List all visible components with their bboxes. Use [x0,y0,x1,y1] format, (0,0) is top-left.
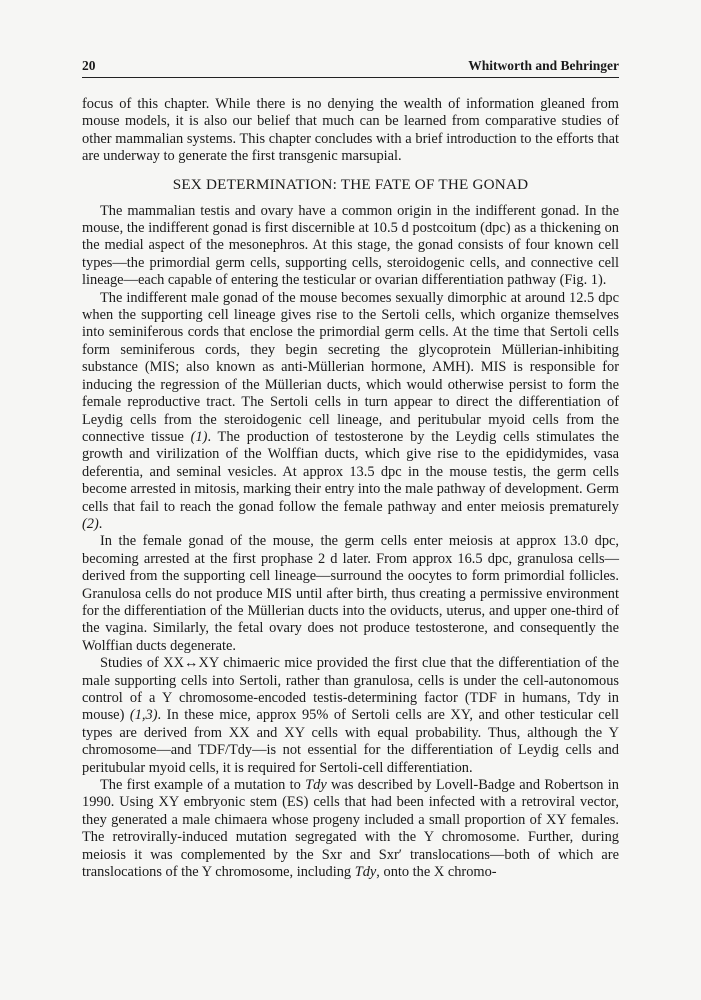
paragraph-chimaeric-mice [82,655,619,777]
paragraph-female-gonad: In the female gonad of the mouse, the germ cells enter meiosis at approx 13.0 dpc, becoming arrested at the first prophase 2 d later. From approx 16.5 dpc, granulosa cells—derived from the supporting cell lineage—surround the oocytes to form primordial follicles. Granulosa cells do not produce MIS until after birth, thus creating a permissive environment for the differentiation of the Müllerian ducts into the oviducts, uterus, and upper one-third of the vagina. Similarly, the fetal ovary does not produce testosterone, and consequently the Wolffian ducts degenerate. [82,533,619,654]
paragraph-indifferent-gonad: The mammalian testis and ovary have a common origin in the indifferent gonad. In the mouse, the indifferent gonad is first discernible at 10.5 d postcoitum (dpc) as a thickening on the medial aspect of the mesonephros. At this stage, the gonad consists of four known cell types—the primordial germ cells, supporting cells, steroidogenic cells, and connective cell lineage—each capable of entering the testicular or ovarian differentiation pathway (Fig. 1). [82,202,619,289]
paragraph-text: , onto the X chromo- [376,864,497,881]
citation: (2) [82,515,99,532]
citation: (1) [190,428,208,445]
paragraph-text: The indifferent male gonad of the mouse becomes sexually dimorphic at around 12.5 dpc when the supporting cell lineage gives rise to the Sertoli cells, which organize themselves into seminiferous cords that enclose the primordial germ cells. At the time that Sertoli cells form seminiferous cords, they begin secreting the glycoprotein Müllerian-inhibiting substance (MIS; also known as anti-Müllerian hormone, AMH). MIS is responsible for inducing the regression of the Müllerian ducts, which would otherwise persist to form the female reproductive tract. The Sertoli cells in turn appear to direct the differentiation of Leydig cells from the steroidogenic cell lineage, and peritubular myoid cells from the connective tissue [82,289,619,445]
paragraph-text: Studies of XX↔XY chimaeric mice provided the first clue that the differentiation of the male supporting cells into Sertoli, rather than granulosa, cells is under the cell-autonomous control of a Y chromosome-encoded testis-determining factor (TDF in humans, Tdy in mouse) [82,655,619,724]
paragraph-tdy-mutation [82,777,619,881]
running-head [82,58,619,78]
paragraph-text: The first example of a mutation to [100,777,306,794]
paragraph-text: . The production of testosterone by the Leydig cells stimulates the growth and virilization of the Wolffian ducts, which give rise to the epididymides, vasa deferentia, and seminal vesicles. At approx 13.5 dpc in the mouse testis, the germ cells become arrested in mitosis, marking their entry into the male pathway of development. Germ cells that fail to reach the gonad follow the female pathway and enter meiosis prematurely [82,428,619,515]
section-heading: SEX DETERMINATION: THE FATE OF THE GONAD [172,175,529,193]
running-head-authors: Whitworth and Behringer [468,58,619,73]
page-number: 20 [82,58,96,73]
intro-paragraph: focus of this chapter. While there is no denying the wealth of information gleaned from mouse models, it is also our belief that much can be learned from comparative studies of other mammalian systems. This chapter concludes with a brief introduction to the efforts that are underway to generate the first transgenic marsupial. [82,96,619,165]
gene-name: Tdy [354,864,377,881]
citation: (1,3) [129,707,158,724]
paragraph-text: was described by Lovell-Badge and Robertson in 1990. Using XY embryonic stem (ES) cells that had been infected with a retroviral vector, they generated a male chimaera whose progeny included a small proportion of XY females. The retrovirally-induced mutation segregated with the Y chromosome. Further, during meiosis it was complemented by the Sxr and Sxr′ translocations—both of which are translocations of the Y chromosome, including [82,777,619,881]
paragraph-male-gonad [82,290,619,534]
paragraph-text: . [98,515,103,532]
body-text [82,96,619,881]
paragraph-text: . In these mice, approx 95% of Sertoli cells are XY, and other testicular cell types are derived from XX and XY cells with equal probability. Thus, although the Y chromosome—and TDF/Tdy—is not essential for the differentiation of Leydig cells and peritubular myoid cells, it is required for Sertoli-cell differentiation. [82,707,619,776]
gene-name: Tdy [305,777,327,794]
